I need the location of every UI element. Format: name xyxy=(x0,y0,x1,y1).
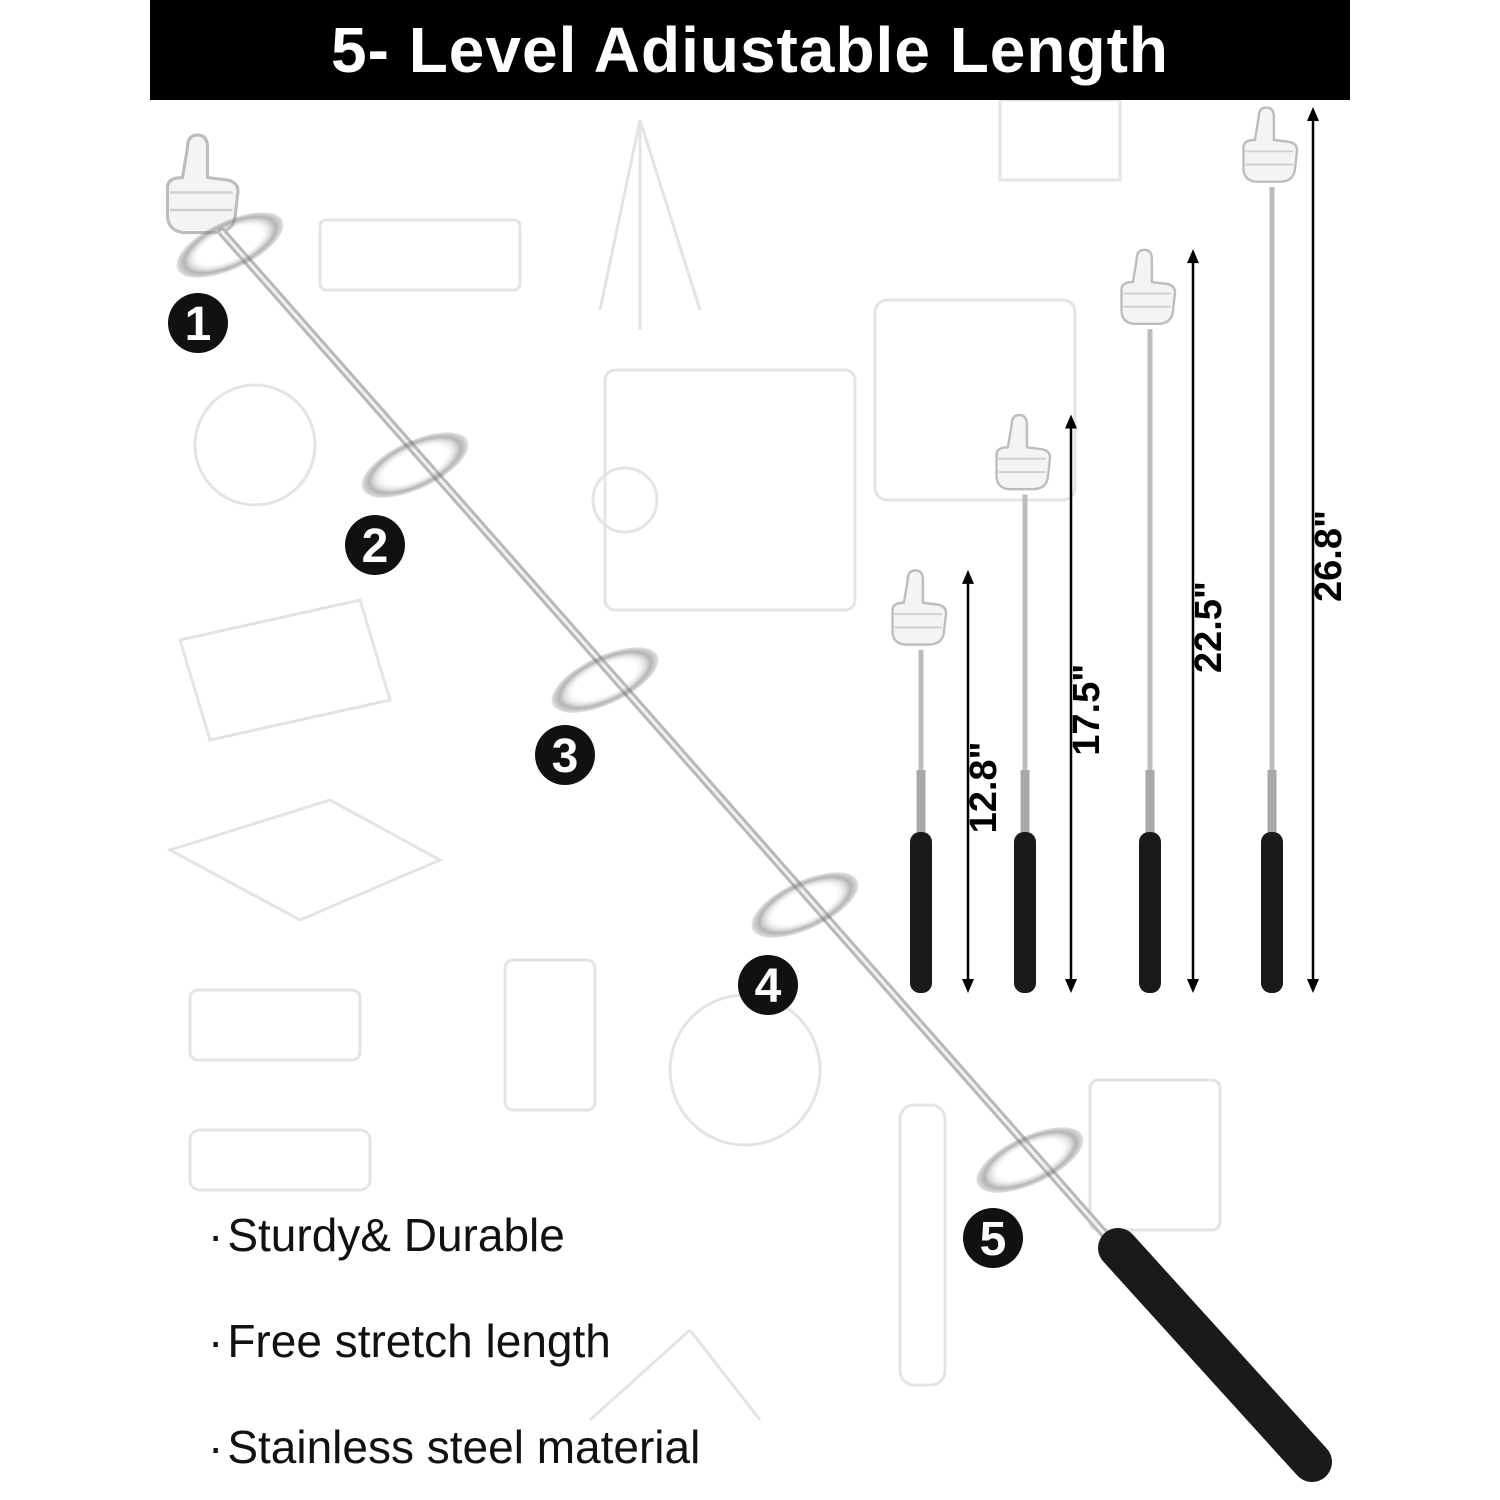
main-telescopic-pointer xyxy=(168,135,1313,1462)
clock-sketch xyxy=(593,468,657,532)
feature-label: Stainless steel material xyxy=(227,1421,701,1473)
arrow-head-up xyxy=(1307,107,1319,121)
feature-label: Sturdy& Durable xyxy=(227,1209,565,1261)
length-comparison-pointers xyxy=(893,107,1351,993)
arrow-head-down xyxy=(1187,979,1199,993)
pencil-sketch xyxy=(900,1105,945,1385)
length-label: 22.5" xyxy=(1188,581,1230,674)
pointer-handle xyxy=(1139,832,1161,993)
pointer-handle xyxy=(1014,832,1036,993)
pointer-length-4 xyxy=(1244,107,1351,993)
bullet-dot: · xyxy=(208,1421,224,1473)
level-badge-number: 4 xyxy=(754,960,782,1013)
pointing-hand-icon xyxy=(1244,108,1298,182)
segment-rings xyxy=(167,199,1092,1207)
notebook-sketch xyxy=(1090,1080,1220,1230)
pointing-hand-icon xyxy=(997,415,1051,489)
length-label: 12.8" xyxy=(963,741,1005,834)
handle-grip xyxy=(1118,1248,1312,1462)
level-badge-number: 3 xyxy=(551,730,579,783)
level-badge-number: 5 xyxy=(979,1213,1007,1266)
shaft-highlight xyxy=(222,232,1110,1240)
level-badge-number: 2 xyxy=(361,520,389,573)
book-sketch xyxy=(320,220,520,290)
tape-sketch xyxy=(670,995,820,1145)
feature-label: Free stretch length xyxy=(227,1315,611,1367)
bullet-dot: · xyxy=(208,1315,224,1367)
open-book-sketch xyxy=(180,600,390,740)
feature-item-durable xyxy=(208,1208,565,1262)
apple-sketch xyxy=(195,385,315,505)
pointing-hand-icon xyxy=(1122,250,1176,324)
bullet-dot: · xyxy=(208,1209,224,1261)
length-label: 26.8" xyxy=(1308,510,1350,602)
tripod-sketch xyxy=(590,1330,760,1420)
feature-item-stretch xyxy=(208,1314,611,1368)
length-label: 17.5" xyxy=(1066,663,1108,756)
arrow-head-down xyxy=(1065,979,1077,993)
pencil-case-sketch xyxy=(190,990,360,1060)
pointer-handle xyxy=(910,832,932,993)
eraser-sketch xyxy=(1000,100,1120,180)
title-banner xyxy=(150,0,1350,100)
level-badge-number: 1 xyxy=(184,298,212,351)
arrow-head-up xyxy=(1187,249,1199,263)
pointer-length-3 xyxy=(1122,249,1231,993)
book-stack-sketch xyxy=(190,1130,370,1190)
feature-item-material xyxy=(208,1420,700,1474)
pointer-length-1 xyxy=(893,570,1006,993)
arrow-head-down xyxy=(962,979,974,993)
easel-sketch xyxy=(600,120,700,330)
pointer-handle xyxy=(1261,832,1283,993)
cup-sketch xyxy=(505,960,595,1110)
pointing-hand-icon xyxy=(893,570,947,644)
level-badges xyxy=(168,293,1023,1268)
abacus-sketch xyxy=(605,370,855,610)
pointing-hand-icon xyxy=(168,135,238,233)
page-title: 5- Level Adiustable Length xyxy=(331,14,1169,86)
arrow-head-down xyxy=(1307,979,1319,993)
book-sketch-2 xyxy=(170,800,440,920)
arrow-head-up xyxy=(962,570,974,584)
